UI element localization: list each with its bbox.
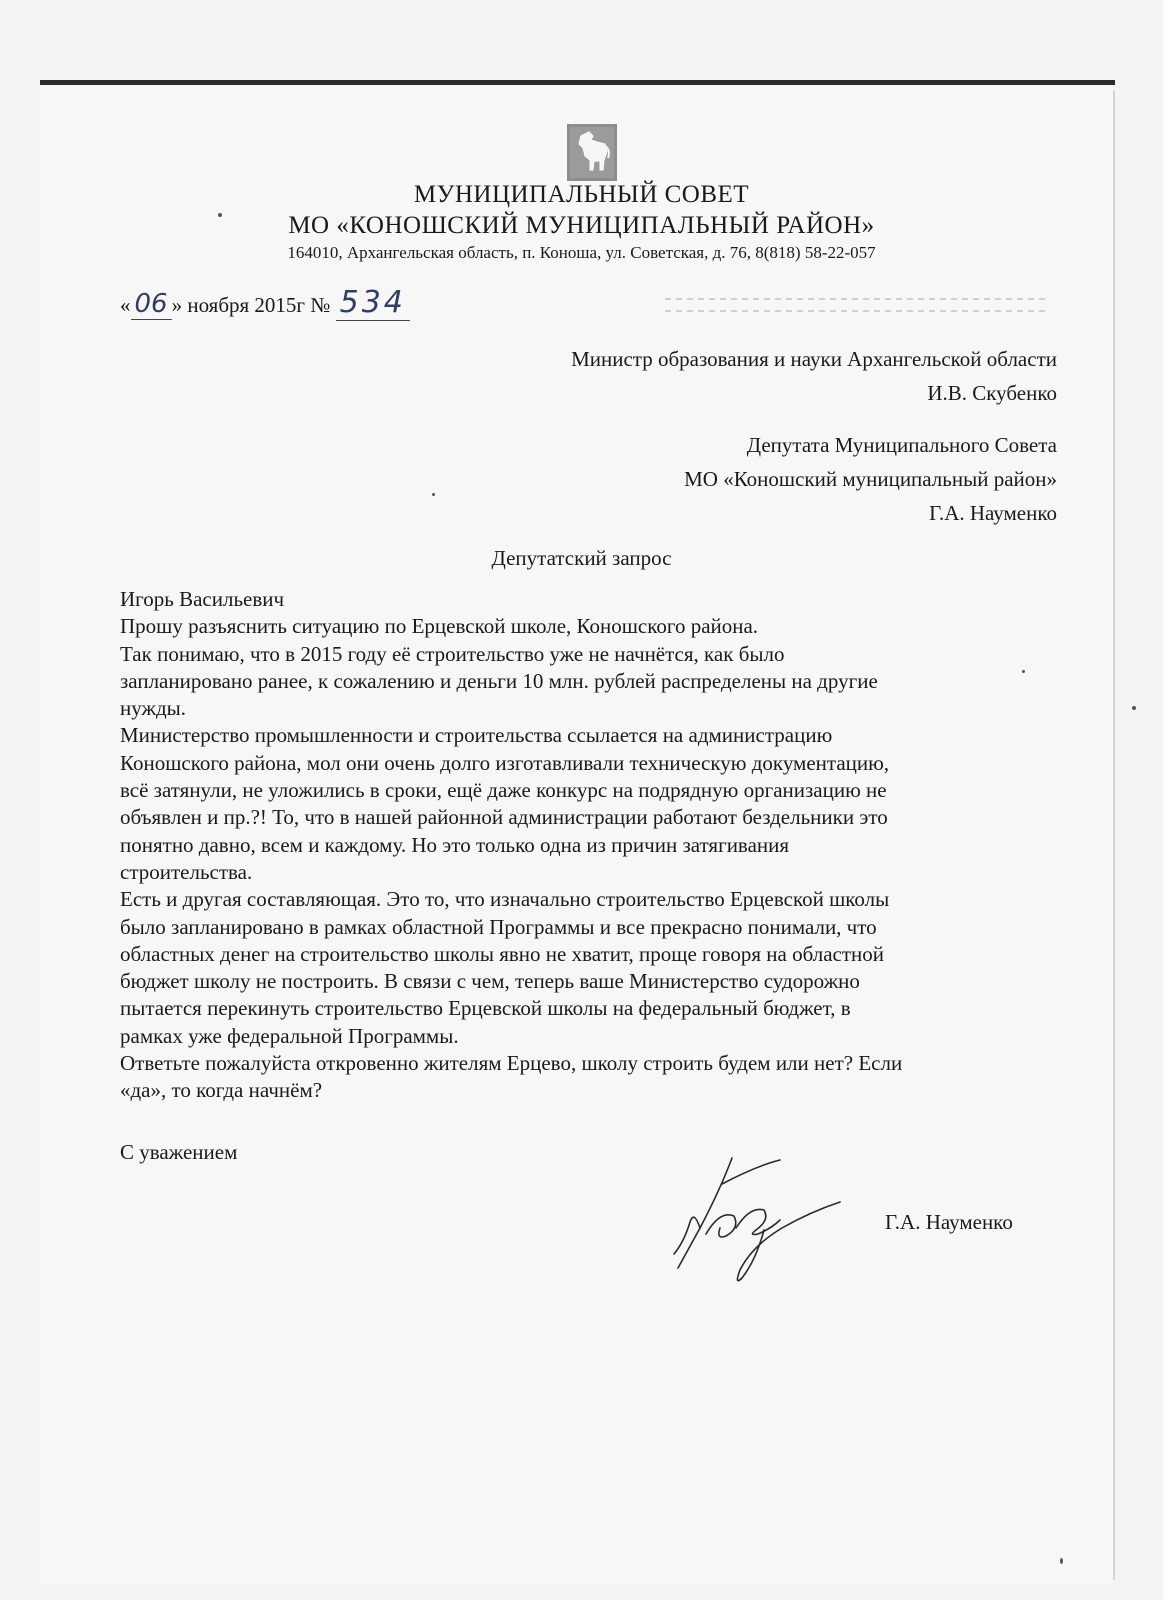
body-line: «да», то когда начнём?: [120, 1078, 323, 1103]
addressee-position: Министр образования и науки Архангельской области: [571, 347, 1057, 371]
body-line: бюджет школу не построить. В связи с чем, теперь ваше Министерство судорожно: [120, 969, 860, 994]
body-line: Так понимаю, что в 2015 году её строительство уже не начнётся, как было: [120, 641, 785, 666]
org-name-line2: МО «КОНОШСКИЙ МУНИЦИПАЛЬНЫЙ РАЙОН»: [288, 212, 875, 239]
scan-right-edge: [1113, 90, 1115, 1580]
body-line: Министерство промышленности и строительства ссылается на администрацию: [120, 723, 833, 748]
scan-speck: [1060, 1558, 1063, 1564]
scan-speck: [432, 493, 435, 496]
addressee-block: [571, 342, 1057, 410]
body-line: было запланировано в рамках областной Программы и все прекрасно понимали, что: [120, 914, 877, 939]
body-line: Прошу разъяснить ситуацию по Ерцевской школе, Коношского района.: [120, 614, 759, 639]
number-sign: №: [310, 293, 331, 317]
date-open-quote: «: [120, 293, 131, 317]
body-line: рамках уже федеральной Программы.: [120, 1023, 459, 1048]
body-line: Ответьте пожалуйста откровенно жителям Ерцево, школу строить будем или нет? Если: [120, 1051, 903, 1076]
body-line: объявлен и пр.?! То, что в нашей районной администрации работают бездельники это: [120, 805, 888, 830]
sender-line2: МО «Коношский муниципальный район»: [684, 467, 1057, 491]
scan-speck: [1132, 706, 1136, 710]
document-title: Депутатский запрос: [491, 546, 672, 570]
body-line: областных денег на строительство школы явно не хватит, проще говоря на областной: [120, 941, 885, 966]
date-number-line: [120, 285, 410, 321]
letter-body: [120, 586, 1040, 1105]
body-line: запланировано ранее, к сожалению и деньги 10 млн. рублей распределены на другие: [120, 668, 878, 693]
horse-coat-of-arms-icon: [567, 124, 617, 181]
sender-block: [684, 428, 1057, 530]
date-day-handwritten: 06: [131, 289, 172, 320]
body-line: пытается перекинуть строительство Ерцевской школы на федеральный бюджет, в: [120, 996, 851, 1021]
sender-name: Г.А. Науменко: [929, 501, 1057, 525]
body-line: Есть и другая составляющая. Это то, что изначально строительство Ерцевской школы: [120, 887, 890, 912]
signatory-name: Г.А. Науменко: [885, 1210, 1013, 1234]
scan-speck: [1022, 670, 1025, 673]
scan-speck: [218, 213, 222, 217]
body-line: Коношского района, мол они очень долго изготавливали техническую документацию,: [120, 750, 890, 775]
faded-stamp-marks: [665, 298, 1045, 326]
body-line: строительства.: [120, 859, 253, 884]
sender-line1: Депутата Муниципального Совета: [746, 433, 1057, 457]
date-close-quote: »: [171, 293, 183, 317]
org-address: 164010, Архангельская область, п. Коноша, ул. Советская, д. 76, 8(818) 58-22-057: [287, 243, 876, 262]
body-line: понятно давно, всем и каждому. Но это только одна из причин затягивания: [120, 832, 790, 857]
document-number-handwritten: 534: [336, 285, 410, 321]
org-name-line1: МУНИЦИПАЛЬНЫЙ СОВЕТ: [413, 181, 750, 208]
body-line: нужды.: [120, 696, 187, 721]
body-line: всё затянули, не уложились в сроки, ещё даже конкурс на подрядную организацию не: [120, 778, 887, 803]
date-month-year: ноября 2015г: [187, 293, 306, 317]
handwritten-signature: [660, 1150, 860, 1290]
closing-phrase: С уважением: [120, 1140, 238, 1164]
addressee-name: И.В. Скубенко: [927, 381, 1057, 405]
body-line: Игорь Васильевич: [120, 587, 285, 611]
